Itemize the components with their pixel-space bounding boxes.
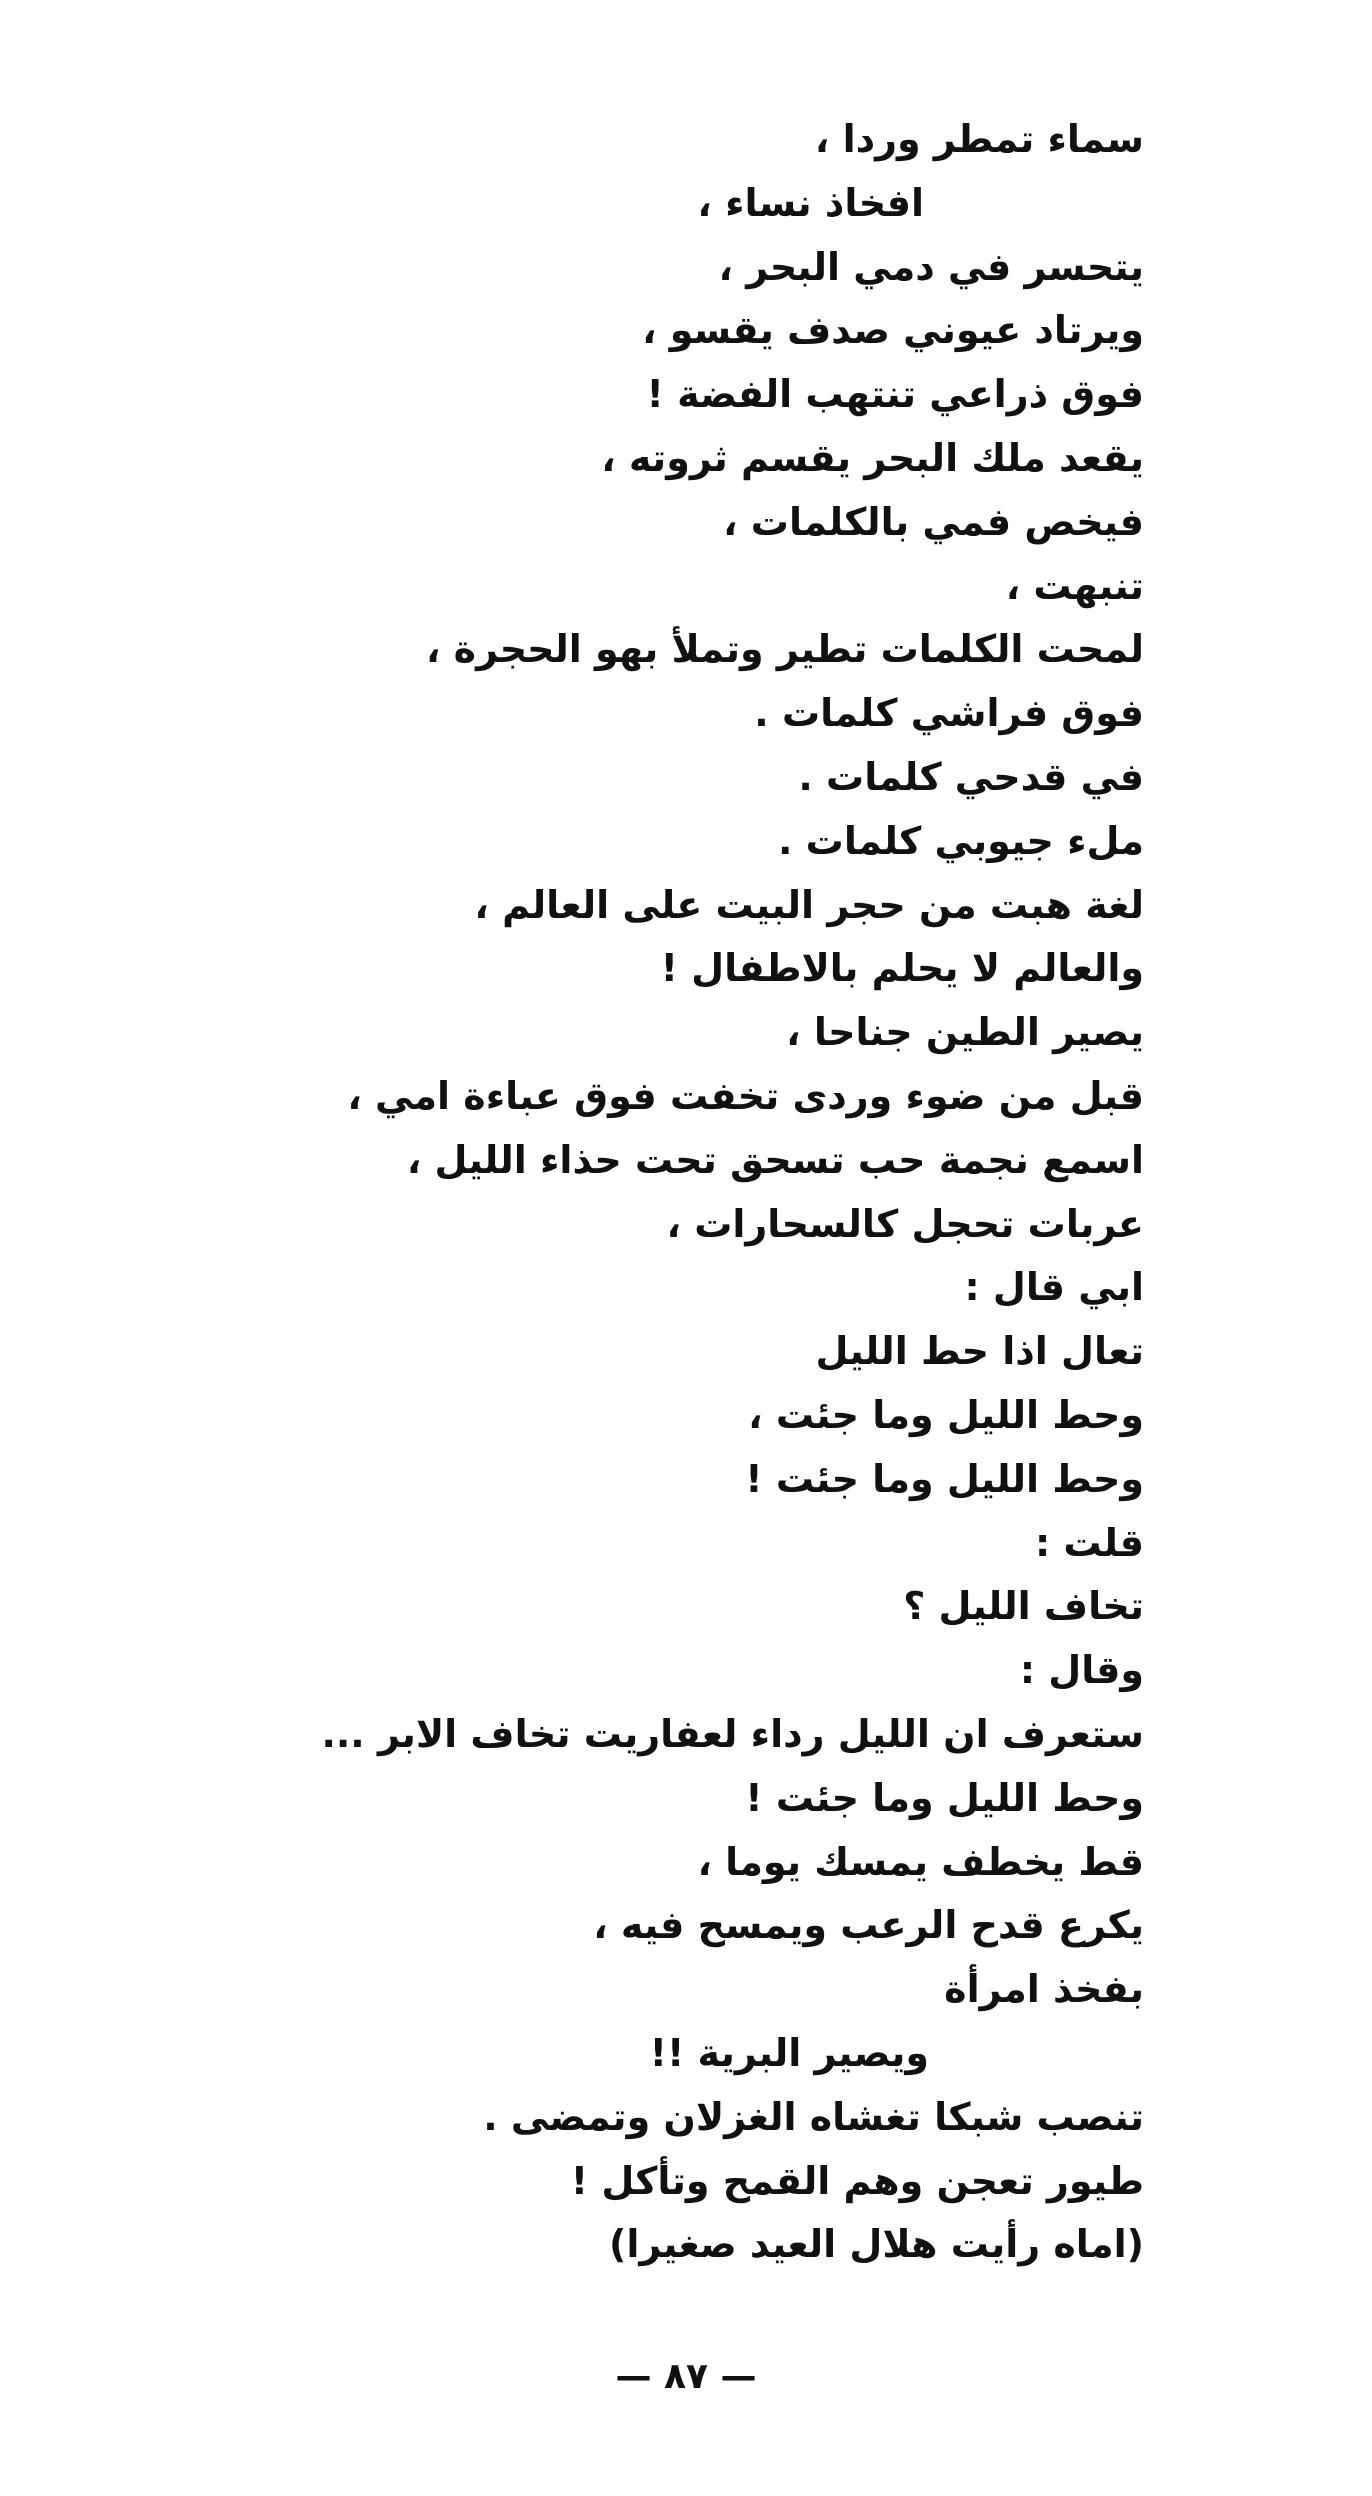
poem-line: يكرع قدح الرعب ويمسح فيه ، [593,1903,1144,1948]
poem-line: ويرتاد عيوني صدف يقسو ، [642,308,1144,353]
poem-line: وحط الليل وما جئت ! [745,1775,1144,1820]
poem-line: في قدحي كلمات . [798,754,1144,799]
poem-line: سماء تمطر وردا ، [814,117,1144,161]
poem-line: تنصب شبكا تغشاه الغزلان وتمضى . [483,2094,1144,2139]
poem-line: قلت : [1034,1520,1144,1565]
poem-line: (اماه رأيت هلال العيد صغيرا) [608,2222,1144,2267]
poem-text [144,108,1144,2277]
poem-line: بفخذ امرأة [944,1967,1144,2012]
poem-line: والعالم لا يحلم بالاطفال ! [660,946,1144,991]
poem-line: اسمع نجمة حب تسحق تحت حذاء الليل ، [406,1137,1144,1182]
poem-line: فيخص فمي بالكلمات ، [723,499,1144,544]
poem-line: وقال : [1019,1648,1144,1693]
poem-line: ستعرف ان الليل رداء لعفاريت تخاف الابر ... [321,1711,1144,1756]
poem-line: يقعد ملك البحر يقسم ثروته ، [601,435,1144,480]
poem-line: تعال اذا حط الليل [815,1329,1144,1374]
poem-line: وحط الليل وما جئت ، [748,1392,1144,1437]
page-number: — ٨٧ — [615,2356,757,2397]
poem-line: تنبهت ، [1005,563,1144,608]
poem-line: قبل من ضوء وردى تخفت فوق عباءة امي ، [347,1073,1144,1118]
poem-line: تخاف الليل ؟ [903,1584,1144,1629]
poem-line: طيور تعجن وهم القمح وتأكل ! [570,2158,1144,2203]
poem-line: يصير الطين جناحا ، [786,1010,1144,1055]
poem-line: ابي قال : [964,1265,1144,1310]
poem-line: فوق فراشي كلمات . [754,691,1144,736]
poem-line: لغة هبت من حجر البيت على العالم ، [474,882,1144,927]
poem-line: يتحسر في دمي البحر ، [718,244,1144,289]
poem-line: لمحت الكلمات تطير وتملأ بهو الحجرة ، [426,627,1144,672]
poem-line: افخاذ نساء ، [697,180,924,225]
poem-line: وحط الليل وما جئت ! [745,1456,1144,1501]
poem-line: عربات تحجل كالسحارات ، [666,1201,1144,1246]
poem-line: فوق ذراعي تنتهب الفضة ! [646,372,1144,417]
poem-line: قط يخطف يمسك يوما ، [697,1839,1144,1884]
poem-line: ويصير البرية !! [649,2030,929,2075]
poem-line: ملء جيوبي كلمات . [778,818,1144,863]
